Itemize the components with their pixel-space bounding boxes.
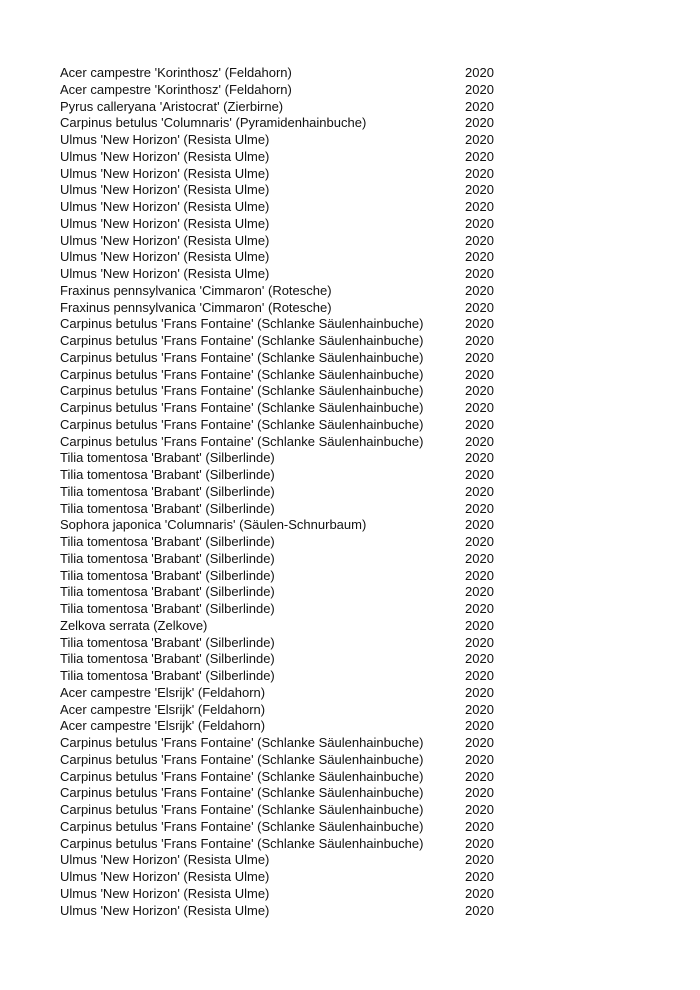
tree-name: Zelkova serrata (Zelkove) xyxy=(60,617,208,633)
list-row xyxy=(60,718,520,735)
tree-name: Carpinus betulus 'Frans Fontaine' (Schlanke Säulenhainbuche) xyxy=(60,785,424,801)
year: 2020 xyxy=(465,668,494,683)
list-row xyxy=(60,852,520,869)
list-row xyxy=(60,501,520,518)
tree-name: Acer campestre 'Elsrijk' (Feldahorn) xyxy=(60,718,266,734)
year: 2020 xyxy=(465,802,494,817)
tree-name: Carpinus betulus 'Frans Fontaine' (Schlanke Säulenhainbuche) xyxy=(60,400,424,415)
tree-name: Acer campestre 'Elsrijk' (Feldahorn) xyxy=(60,701,266,717)
tree-name: Carpinus betulus 'Frans Fontaine' (Schlanke Säulenhainbuche) xyxy=(60,416,424,432)
list-row xyxy=(60,618,520,635)
year: 2020 xyxy=(465,818,494,834)
year: 2020 xyxy=(465,701,494,717)
tree-name: Ulmus 'New Horizon' (Resista Ulme) xyxy=(60,852,270,868)
list-row xyxy=(60,417,520,434)
list-row xyxy=(60,249,520,266)
list-row xyxy=(60,350,520,367)
list-row xyxy=(60,685,520,702)
year: 2020 xyxy=(465,199,494,214)
list-row xyxy=(60,752,520,769)
tree-name: Carpinus betulus 'Frans Fontaine' (Schlanke Säulenhainbuche) xyxy=(60,835,424,851)
tree-name: Sophora japonica 'Columnaris' (Säulen-Schnurbaum) xyxy=(60,517,367,533)
tree-list xyxy=(60,65,520,919)
list-row xyxy=(60,182,520,199)
year: 2020 xyxy=(465,383,494,399)
list-row xyxy=(60,819,520,836)
year: 2020 xyxy=(465,98,494,114)
year: 2020 xyxy=(465,483,494,499)
year: 2020 xyxy=(465,785,494,801)
tree-name: Acer campestre 'Korinthosz' (Feldahorn) xyxy=(60,81,292,97)
tree-name: Tilia tomentosa 'Brabant' (Silberlinde) xyxy=(60,450,275,466)
list-row xyxy=(60,802,520,819)
list-row xyxy=(60,132,520,149)
year: 2020 xyxy=(465,433,494,449)
year: 2020 xyxy=(465,634,494,650)
list-row xyxy=(60,166,520,183)
tree-name: Ulmus 'New Horizon' (Resista Ulme) xyxy=(60,199,270,214)
list-row xyxy=(60,517,520,534)
tree-name: Tilia tomentosa 'Brabant' (Silberlinde) xyxy=(60,567,275,583)
year: 2020 xyxy=(465,550,494,566)
list-row xyxy=(60,601,520,618)
year: 2020 xyxy=(465,517,494,533)
list-row xyxy=(60,568,520,585)
tree-name: Carpinus betulus 'Frans Fontaine' (Schlanke Säulenhainbuche) xyxy=(60,802,424,817)
tree-name: Tilia tomentosa 'Brabant' (Silberlinde) xyxy=(60,601,275,616)
tree-name: Ulmus 'New Horizon' (Resista Ulme) xyxy=(60,182,270,198)
list-row xyxy=(60,400,520,417)
tree-name: Ulmus 'New Horizon' (Resista Ulme) xyxy=(60,885,270,901)
year: 2020 xyxy=(465,132,494,147)
list-row xyxy=(60,266,520,283)
year: 2020 xyxy=(465,584,494,600)
year: 2020 xyxy=(465,316,494,332)
tree-name: Ulmus 'New Horizon' (Resista Ulme) xyxy=(60,132,270,147)
year: 2020 xyxy=(465,232,494,248)
list-row xyxy=(60,333,520,350)
list-row xyxy=(60,836,520,853)
list-row xyxy=(60,551,520,568)
year: 2020 xyxy=(465,768,494,784)
list-row xyxy=(60,283,520,300)
year: 2020 xyxy=(465,450,494,466)
tree-name: Carpinus betulus 'Frans Fontaine' (Schlanke Säulenhainbuche) xyxy=(60,366,424,382)
tree-name: Carpinus betulus 'Frans Fontaine' (Schlanke Säulenhainbuche) xyxy=(60,333,424,348)
year: 2020 xyxy=(465,885,494,901)
year: 2020 xyxy=(465,148,494,164)
tree-name: Acer campestre 'Elsrijk' (Feldahorn) xyxy=(60,684,266,700)
year: 2020 xyxy=(465,500,494,516)
list-row xyxy=(60,149,520,166)
year: 2020 xyxy=(465,467,494,482)
tree-name: Ulmus 'New Horizon' (Resista Ulme) xyxy=(60,869,270,884)
list-row xyxy=(60,584,520,601)
year: 2020 xyxy=(465,65,494,80)
tree-name: Pyrus calleryana 'Aristocrat' (Zierbirne) xyxy=(60,98,284,114)
list-row xyxy=(60,65,520,82)
list-row xyxy=(60,769,520,786)
year: 2020 xyxy=(465,684,494,700)
tree-name: Tilia tomentosa 'Brabant' (Silberlinde) xyxy=(60,651,275,667)
list-row xyxy=(60,99,520,116)
tree-name: Ulmus 'New Horizon' (Resista Ulme) xyxy=(60,148,270,164)
list-row xyxy=(60,702,520,719)
tree-name: Tilia tomentosa 'Brabant' (Silberlinde) xyxy=(60,550,275,566)
year: 2020 xyxy=(465,852,494,868)
year: 2020 xyxy=(465,651,494,667)
list-row xyxy=(60,903,520,920)
year: 2020 xyxy=(465,751,494,767)
list-row xyxy=(60,199,520,216)
tree-name: Tilia tomentosa 'Brabant' (Silberlinde) xyxy=(60,500,275,516)
tree-name: Ulmus 'New Horizon' (Resista Ulme) xyxy=(60,249,270,265)
year: 2020 xyxy=(465,400,494,415)
year: 2020 xyxy=(465,333,494,348)
tree-name: Carpinus betulus 'Frans Fontaine' (Schlanke Säulenhainbuche) xyxy=(60,433,424,449)
year: 2020 xyxy=(465,349,494,365)
tree-name: Carpinus betulus 'Frans Fontaine' (Schlanke Säulenhainbuche) xyxy=(60,768,424,784)
year: 2020 xyxy=(465,534,494,549)
tree-name: Carpinus betulus 'Columnaris' (Pyramidenhainbuche) xyxy=(60,115,367,131)
year: 2020 xyxy=(465,81,494,97)
year: 2020 xyxy=(465,249,494,265)
tree-name: Tilia tomentosa 'Brabant' (Silberlinde) xyxy=(60,483,275,499)
tree-name: Carpinus betulus 'Frans Fontaine' (Schlanke Säulenhainbuche) xyxy=(60,349,424,365)
year: 2020 xyxy=(465,835,494,851)
tree-name: Tilia tomentosa 'Brabant' (Silberlinde) xyxy=(60,584,275,600)
tree-name: Acer campestre 'Korinthosz' (Feldahorn) xyxy=(60,65,292,80)
list-row xyxy=(60,668,520,685)
list-row xyxy=(60,434,520,451)
tree-name: Tilia tomentosa 'Brabant' (Silberlinde) xyxy=(60,534,275,549)
list-row xyxy=(60,534,520,551)
list-row xyxy=(60,450,520,467)
year: 2020 xyxy=(465,215,494,231)
list-row xyxy=(60,869,520,886)
year: 2020 xyxy=(465,182,494,198)
list-row xyxy=(60,216,520,233)
year: 2020 xyxy=(465,366,494,382)
year: 2020 xyxy=(465,165,494,181)
tree-name: Ulmus 'New Horizon' (Resista Ulme) xyxy=(60,165,270,181)
tree-name: Tilia tomentosa 'Brabant' (Silberlinde) xyxy=(60,634,275,650)
list-row xyxy=(60,484,520,501)
year: 2020 xyxy=(465,115,494,131)
list-row xyxy=(60,785,520,802)
year: 2020 xyxy=(465,617,494,633)
year: 2020 xyxy=(465,416,494,432)
list-row xyxy=(60,115,520,132)
list-row xyxy=(60,467,520,484)
year: 2020 xyxy=(465,299,494,315)
year: 2020 xyxy=(465,869,494,884)
tree-name: Carpinus betulus 'Frans Fontaine' (Schlanke Säulenhainbuche) xyxy=(60,383,424,399)
list-row xyxy=(60,233,520,250)
tree-name: Carpinus betulus 'Frans Fontaine' (Schlanke Säulenhainbuche) xyxy=(60,735,424,750)
tree-name: Carpinus betulus 'Frans Fontaine' (Schlanke Säulenhainbuche) xyxy=(60,818,424,834)
list-row xyxy=(60,735,520,752)
tree-name: Ulmus 'New Horizon' (Resista Ulme) xyxy=(60,902,270,918)
year: 2020 xyxy=(465,601,494,616)
tree-name: Carpinus betulus 'Frans Fontaine' (Schlanke Säulenhainbuche) xyxy=(60,316,424,332)
list-row xyxy=(60,82,520,99)
tree-name: Fraxinus pennsylvanica 'Cimmaron' (Rotesche) xyxy=(60,299,332,315)
list-row xyxy=(60,383,520,400)
tree-name: Tilia tomentosa 'Brabant' (Silberlinde) xyxy=(60,668,275,683)
list-row xyxy=(60,886,520,903)
year: 2020 xyxy=(465,718,494,734)
tree-name: Carpinus betulus 'Frans Fontaine' (Schlanke Säulenhainbuche) xyxy=(60,751,424,767)
year: 2020 xyxy=(465,282,494,298)
tree-name: Ulmus 'New Horizon' (Resista Ulme) xyxy=(60,232,270,248)
tree-name: Ulmus 'New Horizon' (Resista Ulme) xyxy=(60,215,270,231)
year: 2020 xyxy=(465,567,494,583)
list-row xyxy=(60,316,520,333)
tree-name: Fraxinus pennsylvanica 'Cimmaron' (Rotesche) xyxy=(60,282,332,298)
list-row xyxy=(60,300,520,317)
year: 2020 xyxy=(465,266,494,281)
list-row xyxy=(60,635,520,652)
list-row xyxy=(60,651,520,668)
year: 2020 xyxy=(465,902,494,918)
year: 2020 xyxy=(465,735,494,750)
tree-name: Ulmus 'New Horizon' (Resista Ulme) xyxy=(60,266,270,281)
tree-name: Tilia tomentosa 'Brabant' (Silberlinde) xyxy=(60,467,275,482)
list-row xyxy=(60,367,520,384)
